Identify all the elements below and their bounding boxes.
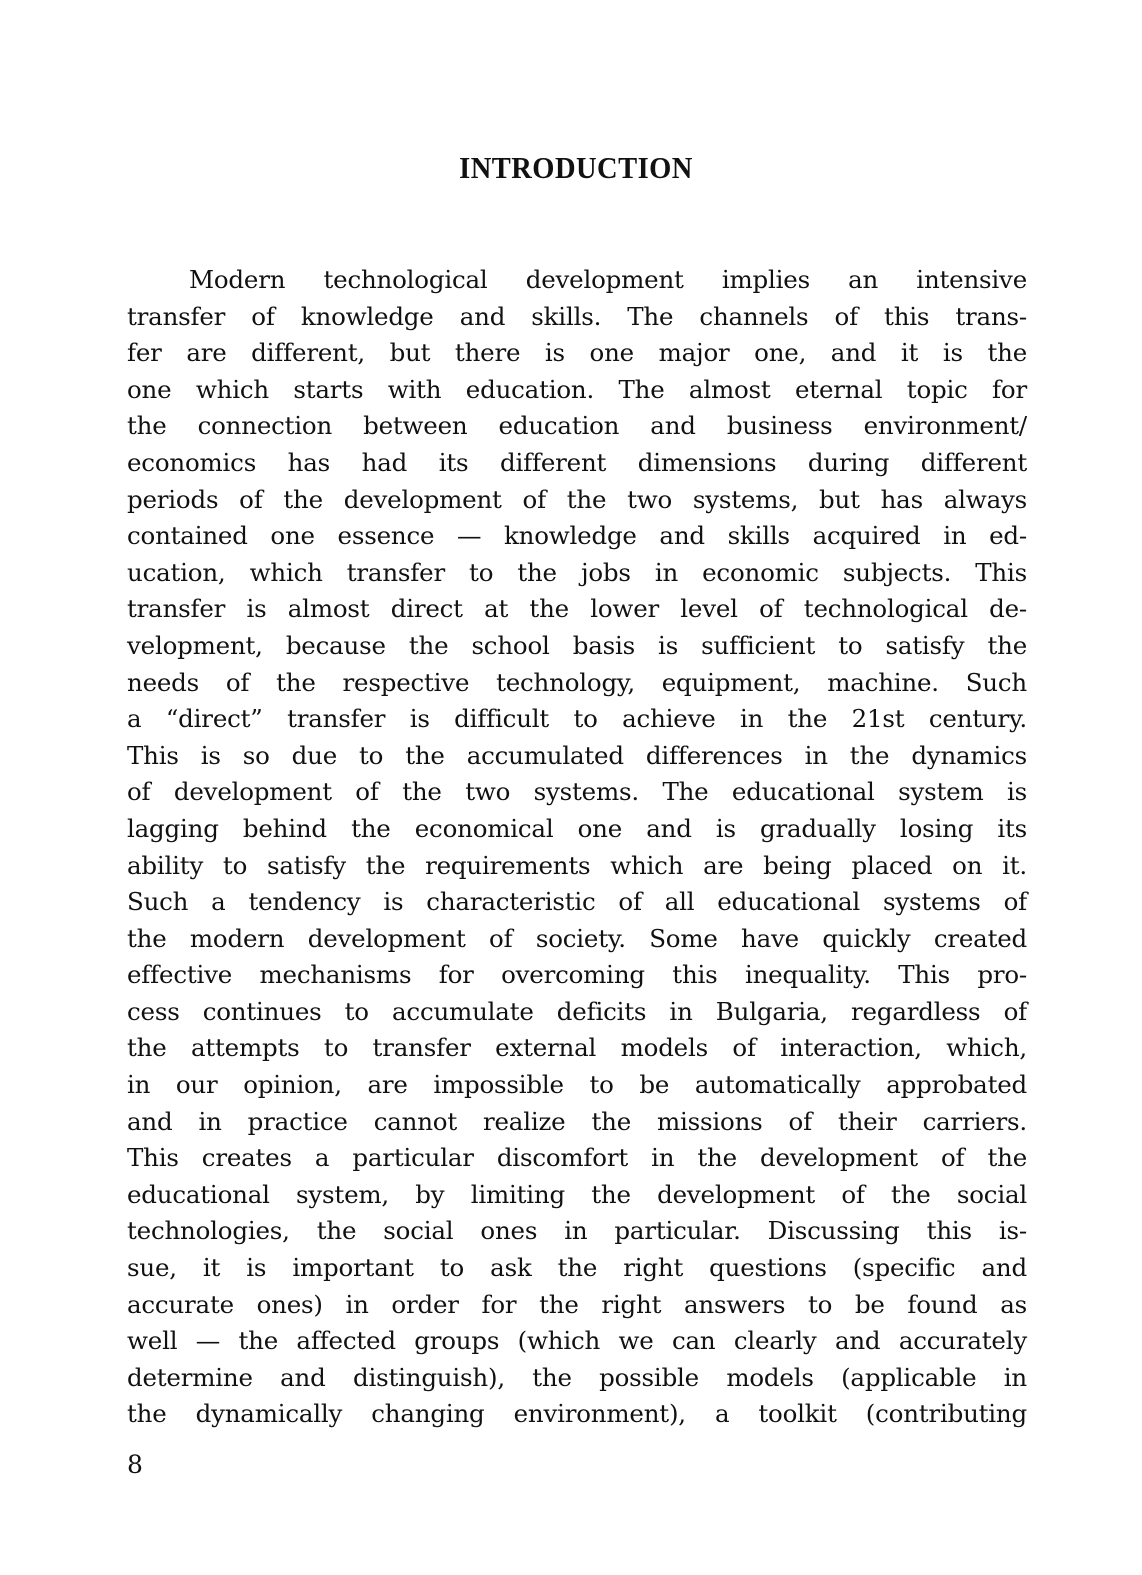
text-line: one which starts with education. The almost eternal topic for	[127, 374, 1027, 404]
chapter-title: INTRODUCTION	[459, 150, 693, 185]
text-line: educational system, by limiting the development of the social	[127, 1179, 1027, 1209]
text-line: ucation, which transfer to the jobs in economic subjects. This	[127, 557, 1027, 587]
text-line: accurate ones) in order for the right answers to be found as	[127, 1289, 1027, 1319]
text-line: well — the affected groups (which we can clearly and accurately	[127, 1326, 1027, 1356]
body-paragraph	[127, 262, 1027, 1433]
text-line: contained one essence — knowledge and skills acquired in ed-	[127, 521, 1027, 551]
text-line: economics has had its different dimensions during different	[127, 447, 1027, 477]
text-line: needs of the respective technology, equipment, machine. Such	[127, 667, 1027, 697]
text-line: transfer is almost direct at the lower level of technological de-	[127, 594, 1027, 624]
text-line: ability to satisfy the requirements which are being placed on it.	[127, 850, 1027, 880]
text-line: the attempts to transfer external models of interaction, which,	[127, 1033, 1027, 1063]
text-line: of development of the two systems. The educational system is	[127, 777, 1027, 807]
text-line: the dynamically changing environment), a toolkit (contributing	[127, 1399, 1027, 1429]
text-line: transfer of knowledge and skills. The channels of this trans-	[127, 301, 1027, 331]
text-line: This is so due to the accumulated differences in the dynamics	[127, 740, 1027, 770]
text-line: Such a tendency is characteristic of all educational systems of	[127, 887, 1027, 917]
text-line: the modern development of society. Some have quickly created	[127, 923, 1027, 953]
text-line: Modern technological development implies an intensive	[189, 265, 1027, 294]
text-line: fer are different, but there is one major one, and it is the	[127, 338, 1027, 368]
text-line: velopment, because the school basis is sufficient to satisfy the	[127, 630, 1027, 660]
text-line: This creates a particular discomfort in the development of the	[127, 1143, 1027, 1173]
text-line: the connection between education and business environment/	[127, 411, 1027, 441]
text-line: technologies, the social ones in particular. Discussing this is-	[127, 1216, 1027, 1246]
text-line: cess continues to accumulate deficits in Bulgaria, regardless of	[127, 996, 1027, 1026]
text-line: determine and distinguish), the possible models (applicable in	[127, 1362, 1027, 1392]
text-line: in our opinion, are impossible to be automatically approbated	[127, 1070, 1027, 1100]
text-line: a “direct” transfer is difficult to achieve in the 21st century.	[127, 704, 1027, 734]
text-line: effective mechanisms for overcoming this inequality. This pro-	[127, 960, 1027, 990]
text-line: periods of the development of the two systems, but has always	[127, 484, 1027, 514]
text-line: lagging behind the economical one and is gradually losing its	[127, 813, 1027, 843]
page-number: 8	[127, 1450, 143, 1479]
text-line: and in practice cannot realize the missions of their carriers.	[127, 1106, 1027, 1136]
text-line: sue, it is important to ask the right questions (specific and	[127, 1253, 1027, 1283]
